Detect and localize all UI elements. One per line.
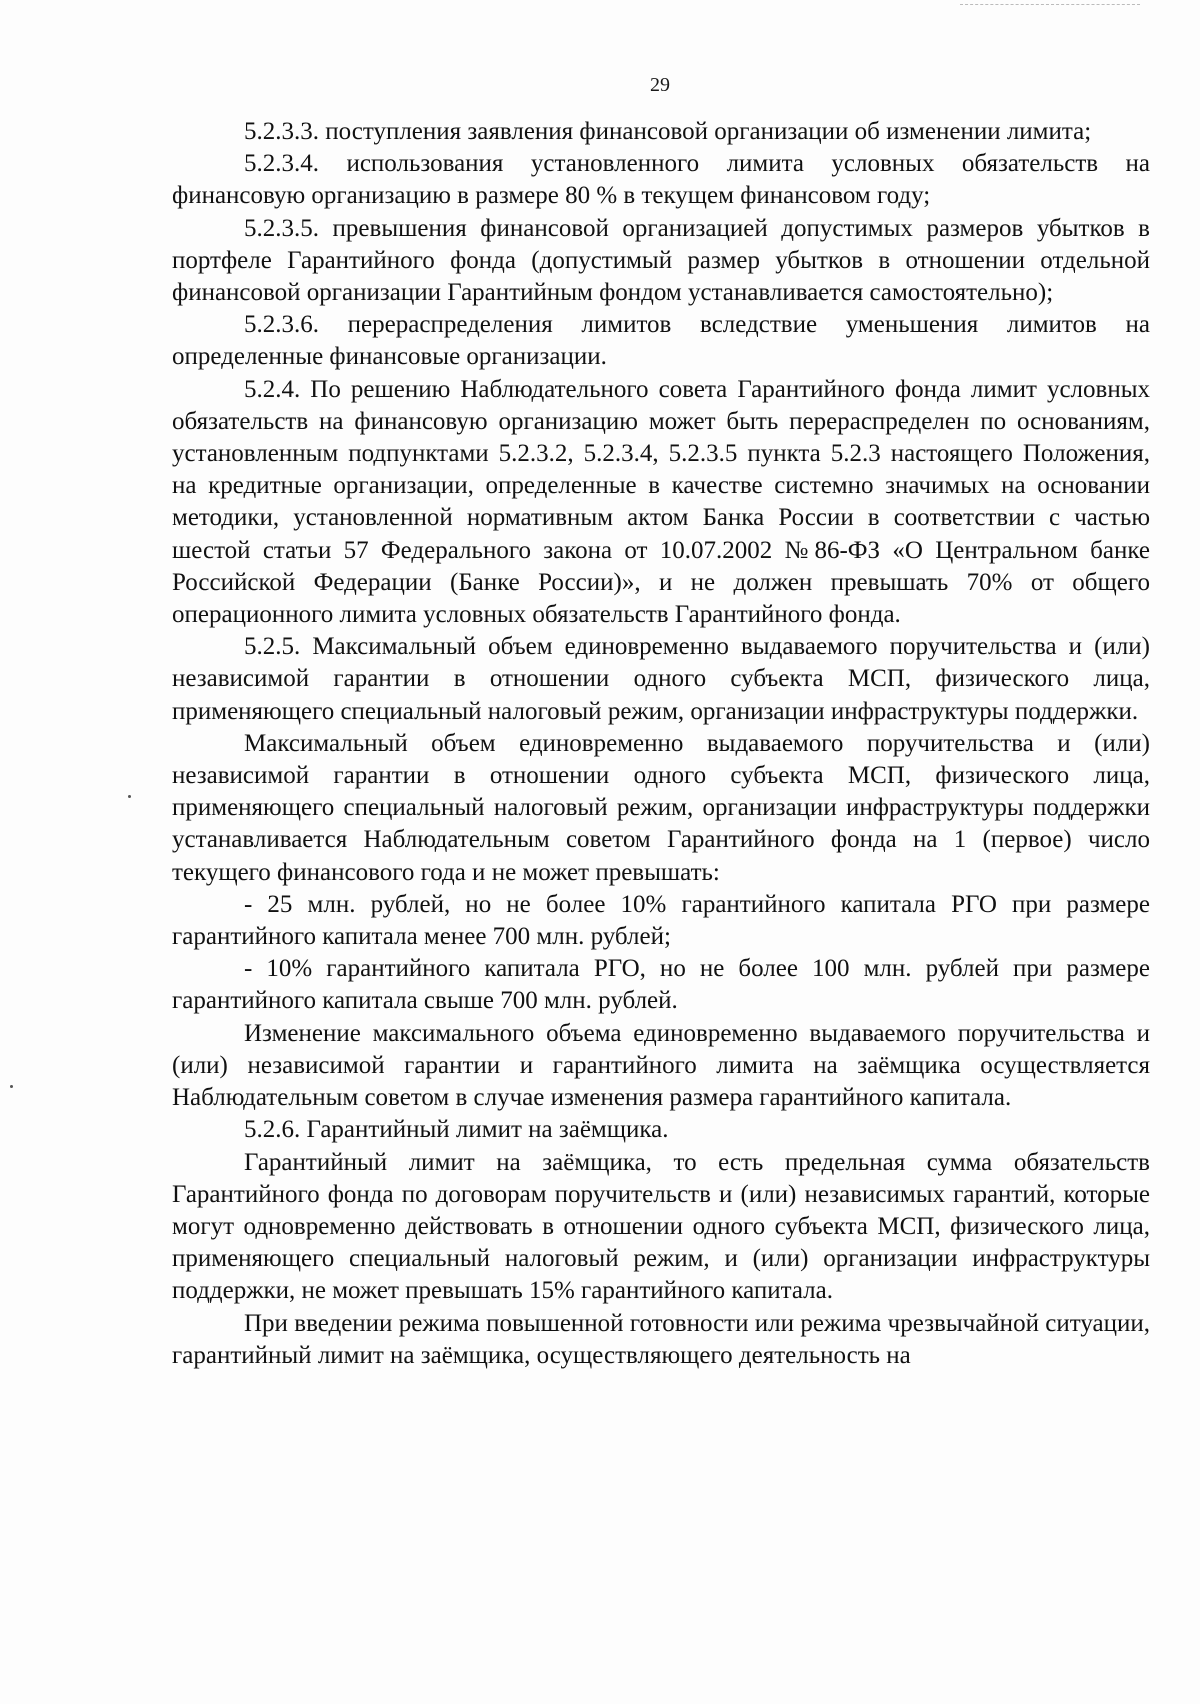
document-body (172, 116, 1150, 1372)
paragraph-5-2-3-6: 5.2.3.6. перераспределения лимитов вследствие уменьшения лимитов на определенные финансовые организации. (172, 311, 1150, 371)
paragraph-max-volume: Максимальный объем единовременно выдаваемого поручительства и (или) независимой гарантии в отношении одного субъекта МСП, физического лица, применяющего специальный налоговый режим, организации инфраструктуры поддержки устанавливается Наблюдательным советом Гарантийного фонда на 1 (первое) число текущего финансового года и не может превышать: (172, 729, 1150, 886)
paragraph-5-2-3-5: 5.2.3.5. превышения финансовой организацией допустимых размеров убытков в портфеле Гарантийного фонда (допустимый размер убытков в отношении отдельной финансовой организации Гарантийным фондом устанавливается самостоятельно); (172, 214, 1150, 307)
scan-speck (128, 795, 131, 798)
paragraph-5-2-3-4: 5.2.3.4. использования установленного лимита условных обязательств на финансовую организацию в размере 80 % в текущем финансовом году; (172, 150, 1150, 210)
page-number: 29 (650, 74, 670, 96)
scan-speck (10, 1085, 13, 1088)
paragraph-5-2-3-3: 5.2.3.3. поступления заявления финансовой организации об изменении лимита; (244, 118, 1092, 145)
list-item-25-mln: - 25 млн. рублей, но не более 10% гарантийного капитала РГО при размере гарантийного капитала менее 700 млн. рублей; (172, 890, 1150, 951)
paragraph-5-2-5: 5.2.5. Максимальный объем единовременно выдаваемого поручительства и (или) независимой гарантии в отношении одного субъекта МСП, физического лица, применяющего специальный налоговый режим, организации инфраструктуры поддержки. (172, 633, 1150, 725)
list-item-10-percent: - 10% гарантийного капитала РГО, но не более 100 млн. рублей при размере гарантийного капитала свыше 700 млн. рублей. (172, 955, 1150, 1015)
scan-artifact (960, 4, 1140, 7)
paragraph-change: Изменение максимального объема единовременно выдаваемого поручительства и (или) независимой гарантии и гарантийного лимита на заёмщика осуществляется Наблюдательным советом в случае изменения размера гарантийного капитала. (172, 1019, 1150, 1112)
paragraph-guarantee-limit: Гарантийный лимит на заёмщика, то есть предельная сумма обязательств Гарантийного фонда по договорам поручительств и (или) независимых гарантий, которые могут одновременно действовать в отношении одного субъекта МСП, физического лица, применяющего специальный налоговый режим, и (или) организации инфраструктуры поддержки, не может превышать 15% гарантийного капитала. (172, 1148, 1150, 1305)
paragraph-5-2-4: 5.2.4. По решению Наблюдательного совета Гарантийного фонда лимит условных обязательств на финансовую организацию может быть перераспределен по основаниям, установленным подпунктами 5.2.3.2, 5.2.3.4, 5.2.3.5 пункта 5.2.3 настоящего Положения, на кредитные организации, определенные в качестве системно значимых на основании методики, установленной нормативным актом Банка России в соответствии с частью шестой статьи 57 Федерального закона от 10.07.2002 №86-ФЗ «О Центральном банке Российской Федерации (Банке России)», и не должен превышать 70% от общего операционного лимита условных обязательств Гарантийного фонда. (172, 375, 1150, 629)
paragraph-emergency: При введении режима повышенной готовности или режима чрезвычайной ситуации, гарантийный лимит на заёмщика, осуществляющего деятельность на (172, 1309, 1150, 1369)
paragraph-5-2-6: 5.2.6. Гарантийный лимит на заёмщика. (244, 1116, 669, 1144)
